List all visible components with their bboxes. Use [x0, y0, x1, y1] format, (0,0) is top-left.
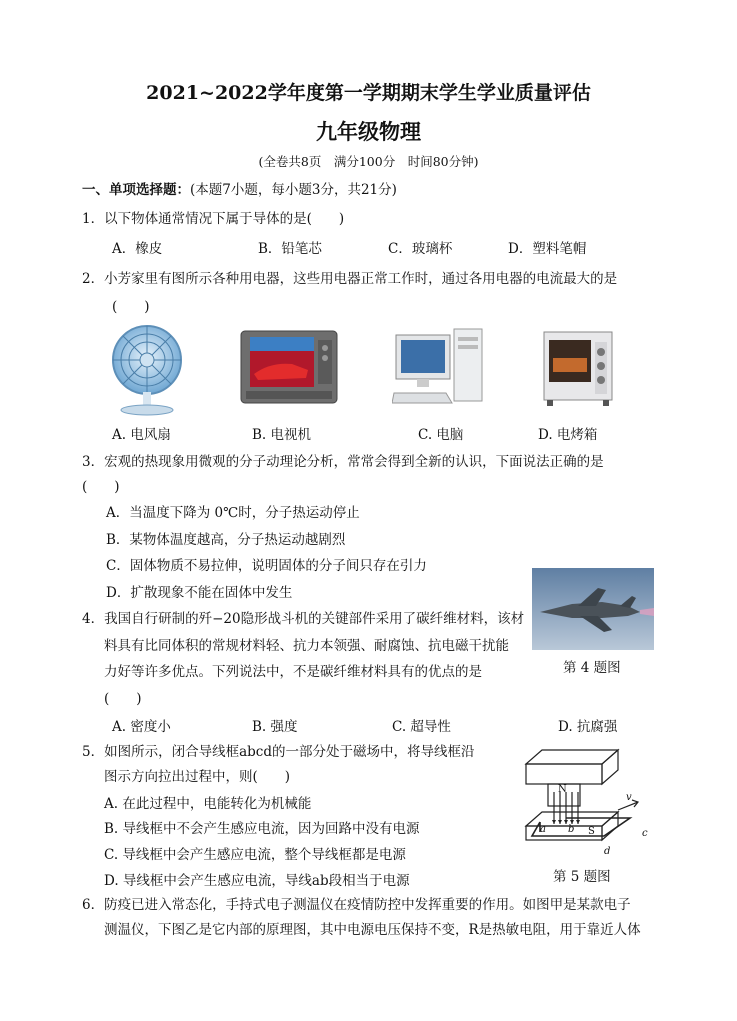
- q3-paren: ( ): [82, 479, 120, 495]
- q4-option-d: D. 抗腐强: [558, 719, 618, 735]
- q6-line-2: 测温仪，下图乙是它内部的原理图，其中电源电压保持不变，R是热敏电阻，用于靠近人体: [104, 922, 641, 938]
- q1-option-a: A．橡皮: [112, 241, 163, 257]
- q4-paren: ( ): [104, 691, 142, 707]
- exam-note: (全卷共8页 满分100分 时间80分钟): [258, 154, 479, 169]
- fig-label-a: a: [540, 824, 546, 835]
- q1-option-c: C．玻璃杯: [388, 241, 453, 257]
- q3-stem: 3．宏观的热现象用微观的分子动理论分析，常常会得到全新的认识，下面说法正确的是: [82, 454, 604, 470]
- q3-option-c: C．固体物质不易拉伸，说明固体的分子间只存在引力: [106, 558, 427, 574]
- q4-line-3: 力好等许多优点。下列说法中，不是碳纤维材料具有的优点的是: [104, 664, 482, 680]
- q4-figure-caption: 第 4 题图: [563, 660, 621, 676]
- q2-option-d: D. 电烤箱: [538, 427, 598, 443]
- exam-title: 2021~2022学年度第一学期期末学生学业质量评估: [146, 82, 591, 104]
- q2-stem: 2．小芳家里有图所示各种用电器，这些用电器正常工作时，通过各用电器的电流最大的是: [82, 271, 618, 287]
- computer-image: [392, 327, 488, 409]
- section-heading: [82, 181, 397, 199]
- q1-stem: 1．以下物体通常情况下属于导体的是( ): [82, 211, 345, 227]
- electric-fan-image: [110, 322, 184, 416]
- q5-option-a: A. 在此过程中，电能转化为机械能: [104, 796, 312, 812]
- q5-line-1: 5．如图所示，闭合导线框abcd的一部分处于磁场中，将导线框沿: [82, 744, 475, 760]
- electric-oven-image: [543, 330, 613, 408]
- section-title: 一、单项选择题：: [82, 182, 190, 198]
- q5-option-d: D. 导线框中会产生感应电流，导线ab段相当于电源: [104, 873, 410, 889]
- fig-label-d: d: [604, 846, 611, 857]
- q5-figure-caption: 第 5 题图: [553, 869, 611, 885]
- q2-option-b: B. 电视机: [252, 427, 312, 443]
- fighter-jet-image: [532, 568, 654, 650]
- q4-line-2: 料具有比同体积的常规材料轻、抗力本领强、耐腐蚀、抗电磁干扰能: [104, 638, 509, 654]
- fig-label-b: b: [568, 824, 575, 835]
- television-image: [240, 330, 338, 406]
- exam-subtitle: 九年级物理: [316, 119, 421, 144]
- fig-label-n: N: [558, 784, 567, 795]
- section-desc: (本题7小题，每小题3分，共21分): [190, 182, 397, 198]
- q3-option-b: B．某物体温度越高，分子热运动越剧烈: [106, 532, 346, 548]
- q4-option-b: B. 强度: [252, 719, 298, 735]
- q5-option-b: B. 导线框中不会产生感应电流，因为回路中没有电源: [104, 821, 420, 837]
- fig-label-c: c: [642, 828, 648, 839]
- q5-option-c: C. 导线框中会产生感应电流，整个导线框都是电源: [104, 847, 406, 863]
- q3-option-a: A．当温度下降为 0℃时，分子热运动停止: [106, 505, 360, 521]
- q4-line-1: 4．我国自行研制的歼−20隐形战斗机的关键部件采用了碳纤维材料，该材: [82, 611, 525, 627]
- fig-label-s: S: [588, 826, 595, 837]
- q1-option-d: D．塑料笔帽: [508, 241, 587, 257]
- q6-line-1: 6．防疫已进入常态化，手持式电子测温仪在疫情防控中发挥重要的作用。如图甲是某款电子: [82, 897, 631, 913]
- q4-option-a: A. 密度小: [112, 719, 171, 735]
- q2-option-c: C. 电脑: [418, 427, 464, 443]
- q2-paren: ( ): [112, 299, 150, 315]
- q4-option-c: C. 超导性: [392, 719, 451, 735]
- q5-line-2: 图示方向拉出过程中，则( ): [104, 769, 291, 785]
- q3-option-d: D．扩散现象不能在固体中发生: [106, 585, 293, 601]
- fig-label-v: v: [626, 792, 632, 803]
- q2-option-a: A. 电风扇: [112, 427, 171, 443]
- q1-option-b: B．铅笔芯: [258, 241, 322, 257]
- magnetic-field-diagram: [518, 742, 654, 860]
